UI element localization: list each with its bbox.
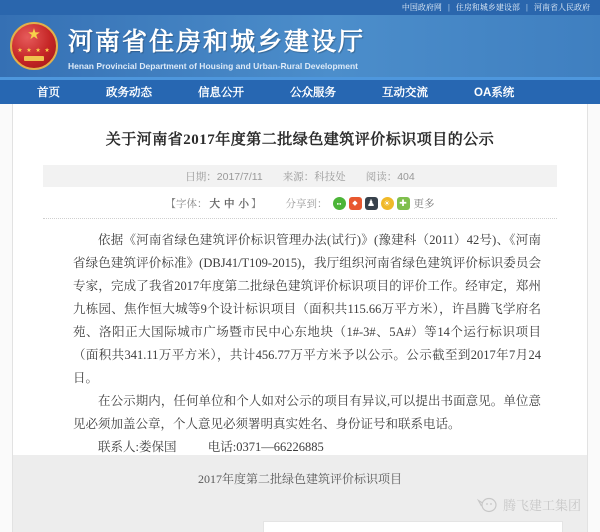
paragraph: 在公示期内，任何单位和个人如对公示的项目有异议,可以提出书面意见。单位意见必须加盖公章，个人意见必须署明真实姓名、身份证号和联系电话。 xyxy=(73,394,541,431)
site-subtitle: Henan Provincial Department of Housing and Urban-Rural Development xyxy=(68,60,358,71)
nav-item-home[interactable]: 首页 xyxy=(37,87,60,99)
national-emblem-icon xyxy=(10,22,58,70)
meta-source-label: 来源： xyxy=(282,170,315,183)
weibo-share-icon[interactable] xyxy=(349,197,362,210)
watermark-text: 腾飞建工集团 xyxy=(502,498,581,513)
font-control-prefix: 【字体： xyxy=(165,197,208,210)
font-size-control xyxy=(166,196,262,211)
meta-date-value: 2017/7/11 xyxy=(216,170,263,183)
wechat-share-icon[interactable] xyxy=(333,197,346,210)
font-size-small-button[interactable]: 小 xyxy=(238,197,249,210)
qq-share-icon[interactable] xyxy=(365,197,378,210)
share-icons xyxy=(333,197,410,210)
font-size-large-button[interactable]: 大 xyxy=(209,197,220,210)
appendix-title: 2017年度第二批绿色建筑评价标识项目 xyxy=(197,472,402,486)
site-title-block xyxy=(68,22,365,71)
meta-views xyxy=(366,169,415,184)
watermark xyxy=(477,495,581,514)
meta-source-value: 科技处 xyxy=(314,170,346,183)
attachment-table-stub xyxy=(263,521,563,532)
topbar-link-china-gov[interactable]: 中国政府网 xyxy=(401,3,442,12)
site-title: 河南省住房和城乡建设厅 xyxy=(68,27,366,56)
tengfei-logo-icon xyxy=(477,496,499,513)
dotted-divider xyxy=(43,218,557,219)
contact-phone-number: 0371—66226885 xyxy=(236,440,324,454)
article-title: 关于河南省2017年度第二批绿色建筑评价标识项目的公示 xyxy=(105,132,495,148)
topbar xyxy=(0,0,600,15)
more-share-icon[interactable] xyxy=(397,197,410,210)
font-size-medium-button[interactable]: 中 xyxy=(224,197,235,210)
contact-person-label: 联系人: xyxy=(98,440,139,454)
share-more-link[interactable]: 更多 xyxy=(413,197,435,210)
contact-phone-label: 电话: xyxy=(207,440,237,454)
article-meta-bar xyxy=(43,165,557,187)
appendix-band xyxy=(13,455,587,532)
nav-item-oa-system[interactable]: OA系统 xyxy=(474,87,515,99)
separator: | xyxy=(525,3,528,12)
main-nav xyxy=(0,80,600,104)
separator: | xyxy=(447,3,450,12)
meta-views-label: 阅读： xyxy=(365,170,398,183)
meta-views-value: 404 xyxy=(397,170,415,183)
meta-date xyxy=(185,169,262,184)
content-panel xyxy=(12,104,588,532)
topbar-link-mohurd[interactable]: 住房和城乡建设部 xyxy=(455,3,520,12)
meta-source xyxy=(283,169,346,184)
meta-date-label: 日期： xyxy=(185,170,217,183)
site-header xyxy=(0,15,600,77)
article xyxy=(13,104,587,455)
paragraph: 依据《河南省绿色建筑评价标识管理办法(试行)》(豫建科（2011）42号)、《河南省绿色建筑评价标准》(DBJ41/T109-2015)，我厅组织河南省绿色建筑评价标识委员会专家，完成了我省2017年度第二批绿色建筑评价标识项目的评价工作。经审定，郑州九栋园、焦作恒大城等9个设计标识项目（面积共115.66万平方米），许昌腾飞学府名苑、洛阳正大国际城市广场暨市民中心东地块（1#-3#、5A#）等14个运行标识项目（面积共341.11万平方米），共计456.77万平方米予以公示。公示截至到2017年7月24日。 xyxy=(73,233,541,385)
qzone-share-icon[interactable] xyxy=(381,197,394,210)
nav-item-public-service[interactable]: 公众服务 xyxy=(290,87,336,99)
emblem-gate-shape xyxy=(24,56,44,61)
font-control-suffix: 】 xyxy=(251,197,262,210)
nav-item-news[interactable]: 政务动态 xyxy=(106,87,152,99)
nav-item-info-disclosure[interactable]: 信息公开 xyxy=(198,87,244,99)
article-tools xyxy=(13,193,587,213)
share-label: 分享到： xyxy=(285,197,328,210)
topbar-link-henan-gov[interactable]: 河南省人民政府 xyxy=(534,3,590,12)
nav-item-interaction[interactable]: 互动交流 xyxy=(382,87,428,99)
contact-person-name: 娄保国 xyxy=(138,440,177,454)
